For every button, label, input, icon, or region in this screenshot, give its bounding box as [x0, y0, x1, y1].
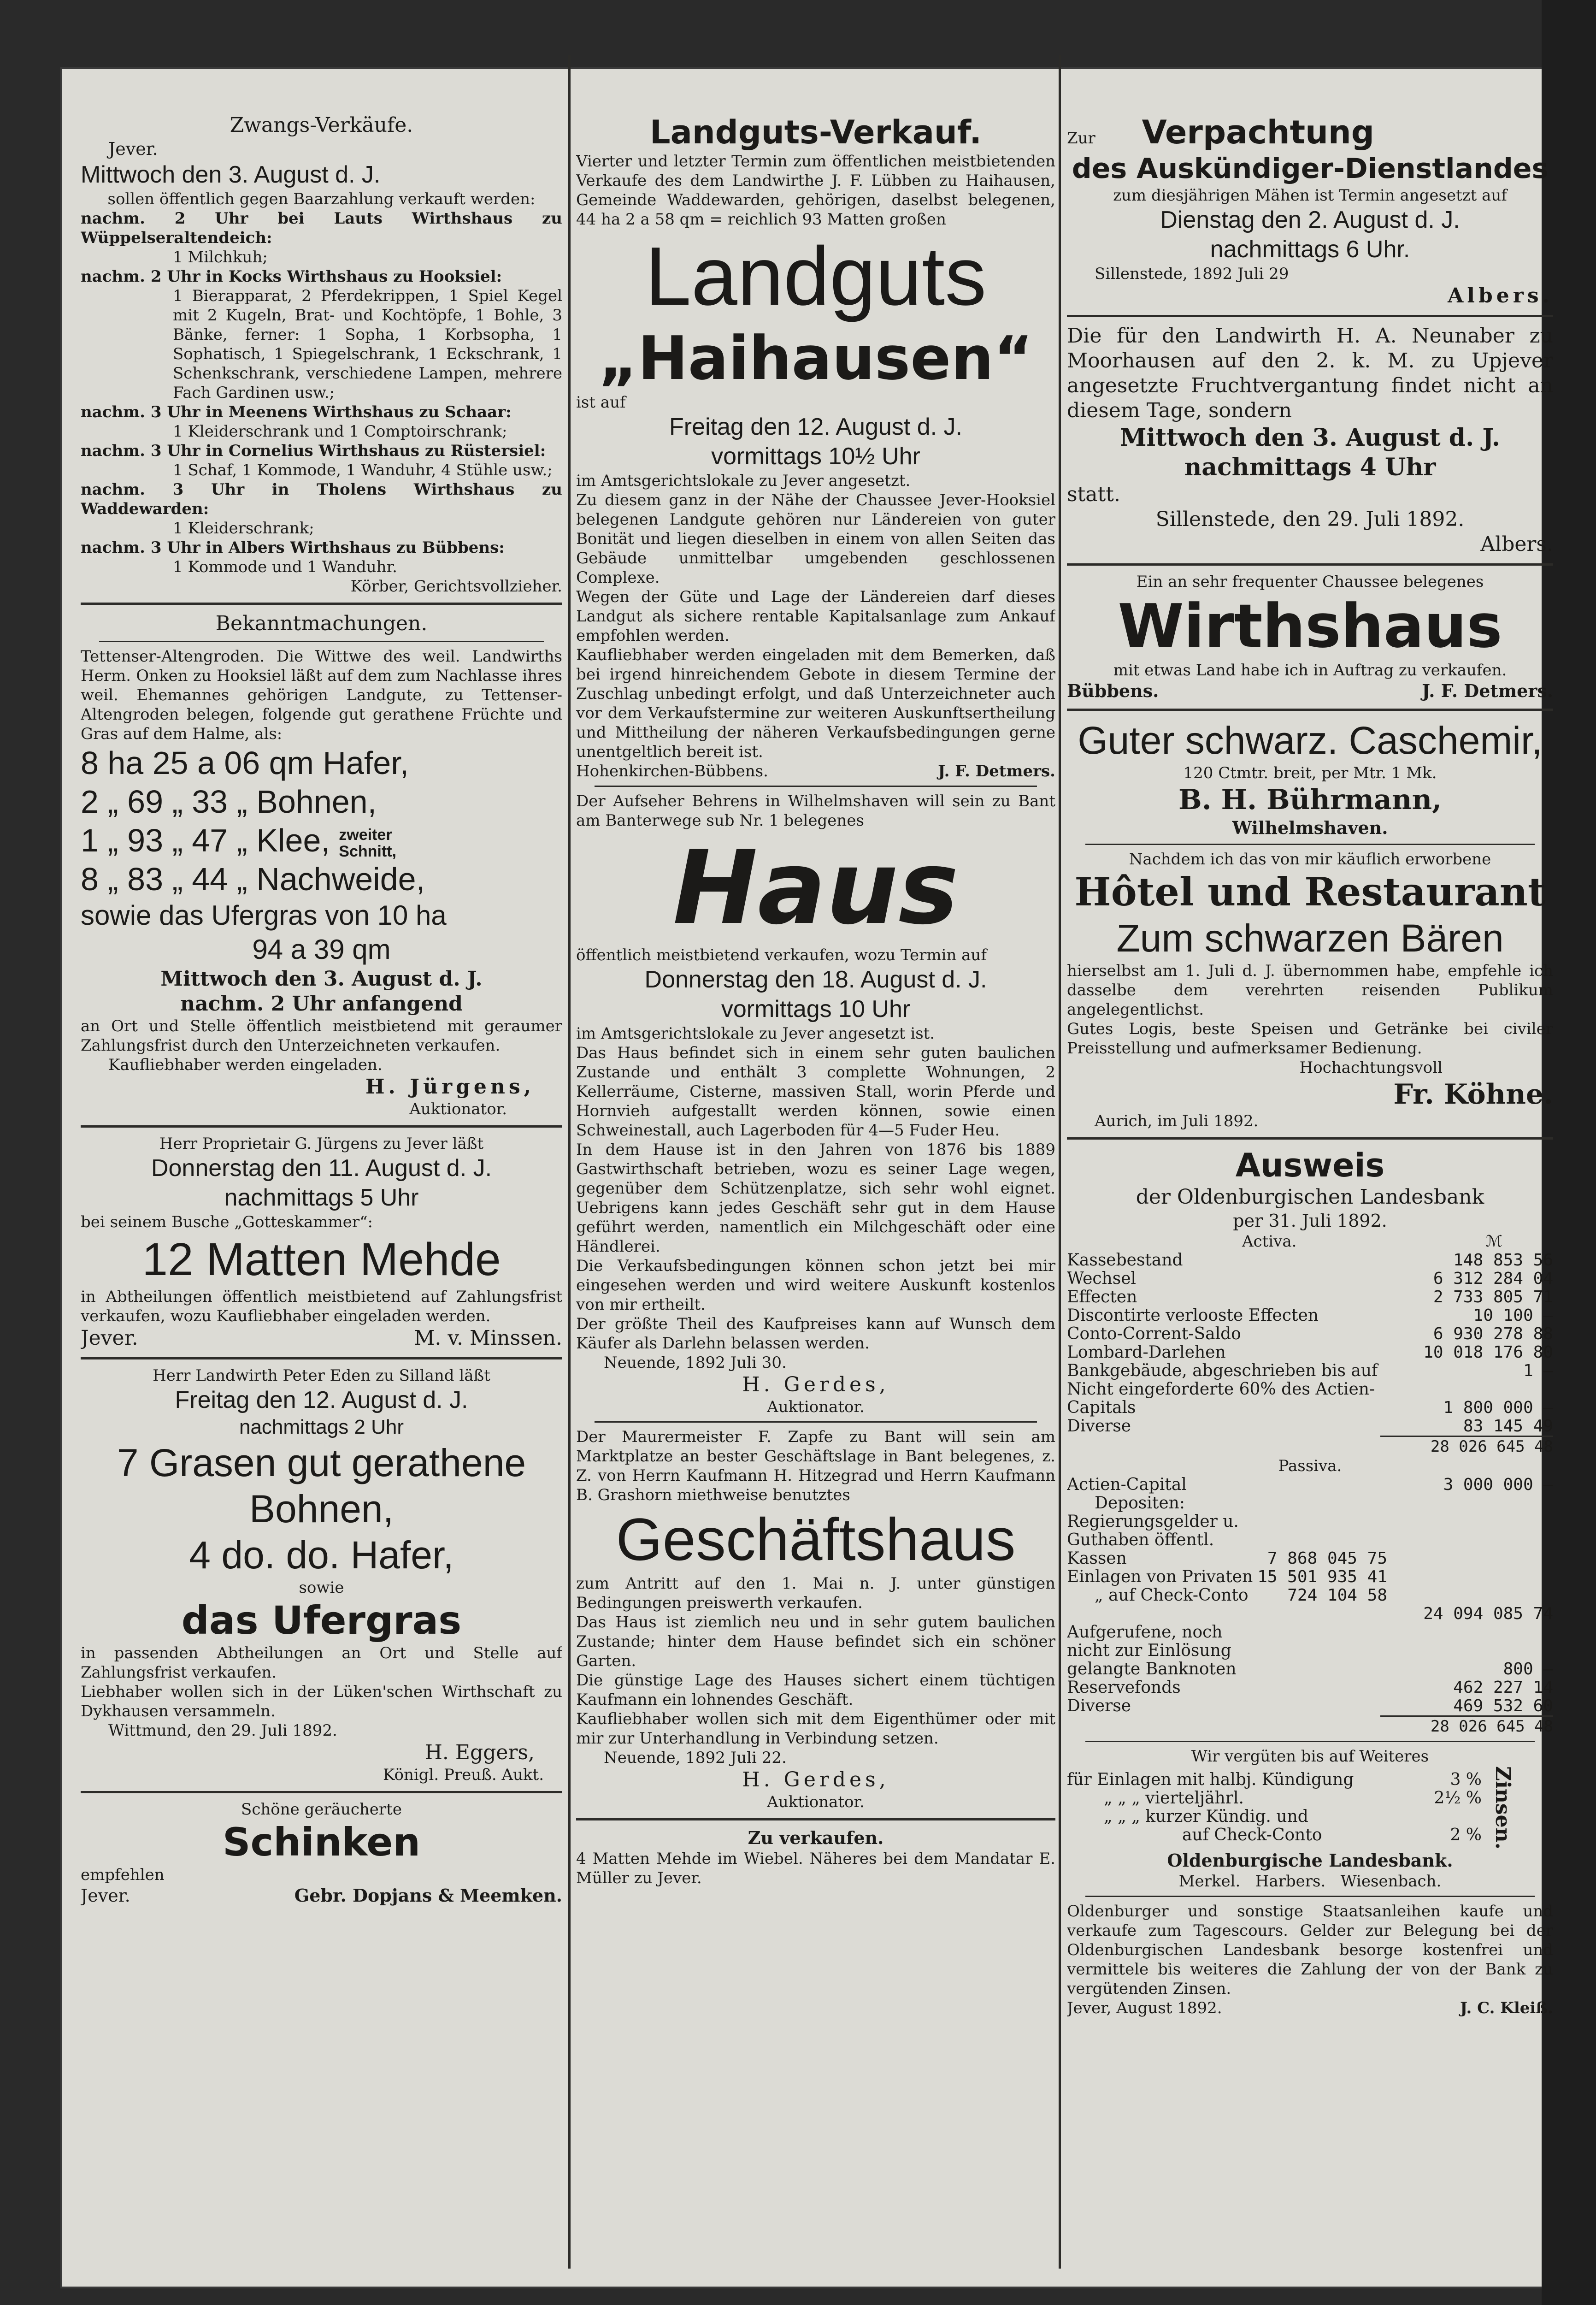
- crop-row: 8 ha 25 a 06 qm Hafer,: [81, 745, 409, 781]
- interest-label: Zinsen.: [1491, 1766, 1514, 1850]
- text: Tettenser-Altengroden. Die Wittwe des weil. Landwirths Herm. Onken zu Hooksiel läßt auf dem zum Nachlasse ihres weil. Ehemannes gehörigen Landgute, zu Tettenser-Altengroden belegen, folgende gut gerathene Früchte und Gras auf dem Halme, als:: [81, 647, 562, 743]
- value: 83 145 49: [1463, 1417, 1553, 1436]
- activa-header: [1067, 1232, 1553, 1251]
- text: empfehlen: [81, 1866, 165, 1884]
- value: 10 018 176 80: [1423, 1343, 1553, 1362]
- text: Wir vergüten bis auf Weiteres: [1191, 1747, 1429, 1766]
- text: Vierter und letzter Termin zum öffentlichen meistbietenden Verkaufe des dem Landwirthe J. F. Lübben zu Haihausen, Gemeinde Waddewarden, gehörigen, daselbst belegenen, 44 ha 2 a 58 qm = reichlich 93 Matten großen: [576, 152, 1055, 229]
- text: 1 Kleiderschrank;: [173, 519, 314, 538]
- label: Reservefonds: [1067, 1678, 1181, 1697]
- label: Wechsel: [1067, 1269, 1137, 1288]
- currency: ℳ: [1485, 1232, 1502, 1251]
- heading: Ausweis: [1235, 1147, 1385, 1184]
- headline: Haus: [672, 829, 959, 947]
- text: Wegen der Güte und Lage der Ländereien darf dieses Landgut als sichere rentable Kapitalsanlage zum Ankauf empfohlen werden.: [576, 588, 1055, 645]
- passiva-table: [1067, 1476, 1553, 1715]
- dateline: Wittmund, den 29. Juli 1892.: [108, 1721, 337, 1740]
- heading: des Auskündiger-Dienstlandes: [1072, 153, 1549, 185]
- label: Aufgerufene, noch nicht zur Einlösung gelangte Banknoten: [1067, 1623, 1237, 1679]
- label: Discontirte verlooste Effecten: [1067, 1306, 1319, 1325]
- text: nachm. 3 Uhr in Tholens Wirthshaus zu Waddewarden:: [81, 480, 562, 518]
- column-3: [1067, 113, 1553, 2287]
- text: Der größte Theil des Kaufpreises kann auf Wunsch dem Käufer als Darlehn belassen werden.: [576, 1315, 1055, 1353]
- date: Mittwoch den 3. August d. J.: [81, 161, 381, 188]
- text: mit etwas Land habe ich in Auftrag zu verkaufen.: [1113, 661, 1507, 680]
- table-row: [1067, 1270, 1553, 1288]
- heading: Landguts-Verkauf.: [650, 113, 982, 151]
- label: „ „ „ kurzer Kündig. und: [1104, 1807, 1308, 1826]
- text: Der Maurermeister F. Zapfe zu Bant will sein am Marktplatze an bester Geschäftslage in Bant belegenes, z. Z. von Herrn Kaufmann H. Hitzegrad und Herrn Kaufmann B. Grashorn miethweise benutztes: [576, 1428, 1055, 1504]
- firm: B. H. Bührmann,: [1178, 784, 1442, 816]
- table-row: [1067, 1586, 1553, 1605]
- signature-row: [1067, 1998, 1553, 2018]
- signature: H. Gerdes,: [742, 1373, 889, 1396]
- table-row: [1067, 1306, 1553, 1325]
- signature-role: Auktionator.: [409, 1100, 507, 1118]
- date: Mittwoch den 3. August d. J.: [160, 967, 483, 991]
- label: „ „ „ vierteljährl.: [1104, 1789, 1244, 1808]
- subheading: der Oldenburgischen Landesbank: [1136, 1185, 1484, 1209]
- divider: [595, 1421, 1037, 1423]
- place: Hohenkirchen-Bübbens.: [576, 762, 768, 780]
- text: Kaufliebhaber werden eingeladen.: [108, 1056, 383, 1074]
- headline: das Ufergras: [181, 1598, 462, 1643]
- value: 724 104 58: [1287, 1586, 1387, 1605]
- label: Zur: [1067, 129, 1095, 148]
- text: nachm. 2 Uhr bei Lauts Wirthshaus zu Wüppelseraltendeich:: [81, 209, 562, 247]
- divider: [1085, 1896, 1535, 1897]
- crop-row: 2 „ 69 „ 33 „ Bohnen,: [81, 784, 377, 820]
- headline: 12 Matten Mehde: [142, 1234, 501, 1285]
- headline: Guter schwarz. Caschemir,: [1078, 719, 1543, 762]
- value: 3 000 000 —: [1443, 1475, 1553, 1494]
- text: Das Haus befindet sich in einem sehr guten baulichen Zustande und enthält 3 complette Wohnungen, 2 Kellerräume, Cisterne, massiven Stall, worin Pferde und Hornvieh aufgestallt werden können, sowie einen Schweinestall, auch Lagerboden für 4—5 Fuder Heu.: [576, 1044, 1055, 1140]
- place: Bübbens.: [1067, 680, 1159, 701]
- date: Freitag den 12. August d. J.: [669, 414, 962, 440]
- divider: [1085, 1741, 1535, 1742]
- label: Nicht eingeforderte 60% des Actien-Capitals: [1067, 1380, 1375, 1417]
- signature-row: [1067, 680, 1553, 702]
- value: 24 094 085 74: [1423, 1604, 1553, 1623]
- divider: [1067, 563, 1553, 566]
- text: 1 Schaf, 1 Kommode, 1 Wanduhr, 4 Stühle usw.;: [173, 461, 553, 479]
- heading: Zu verkaufen.: [748, 1827, 884, 1848]
- text: nachm. 3 Uhr in Meenens Wirthshaus zu Schaar:: [81, 403, 512, 421]
- text: Liebhaber wollen sich in der Lüken'schen Wirthschaft zu Dykhausen versammeln.: [81, 1683, 562, 1720]
- text: Die Verkaufsbedingungen können schon jetzt bei mir eingesehen werden und wird weitere Auskunft kostenlos von mir ertheilt.: [576, 1257, 1055, 1314]
- heading: Bekanntmachungen.: [215, 612, 428, 635]
- total: 28 026 645 48: [1380, 1436, 1553, 1456]
- text: zum diesjährigen Mähen ist Termin angesetzt auf: [1113, 186, 1507, 205]
- text: öffentlich meistbietend verkaufen, wozu Termin auf: [576, 946, 987, 964]
- divider: [1067, 315, 1553, 317]
- signature: J. F. Detmers.: [1422, 680, 1553, 701]
- text: an Ort und Stelle öffentlich meistbietend mit geraumer Zahlungsfrist durch den Unterzeichneten verkaufen.: [81, 1017, 562, 1055]
- table-row: [1067, 1417, 1553, 1436]
- text: Hochachtungsvoll: [1299, 1058, 1443, 1077]
- table-row: [1067, 1771, 1482, 1789]
- interest-block: [1067, 1766, 1553, 1850]
- text: Oldenburger und sonstige Staatsanleihen kaufe und verkaufe zum Tagescours. Gelder zur Belegung bei der Oldenburgischen Landesbank besorge kostenfrei und vermittele bis weiteres die Zahlung der von der Bank zu vergütenden Zinsen.: [1067, 1902, 1553, 1998]
- headline: 7 Grasen gut gerathene: [117, 1441, 526, 1484]
- text: im Amtsgerichtslokale zu Jever angesetzt ist.: [576, 1024, 935, 1043]
- signature-row: [81, 1326, 562, 1351]
- signature: H. Jürgens,: [365, 1075, 535, 1099]
- text: Herr Proprietair G. Jürgens zu Jever läßt: [159, 1135, 484, 1153]
- divider: [99, 641, 544, 642]
- headline: Wirthshaus: [1118, 591, 1502, 661]
- label: Passiva.: [1278, 1457, 1342, 1475]
- dateline: Neuende, 1892 Juli 22.: [604, 1749, 787, 1767]
- table-row: [1067, 1826, 1482, 1844]
- bank-name: Oldenburgische Landesbank.: [1167, 1850, 1453, 1871]
- place: Wilhelmshaven.: [1232, 817, 1388, 838]
- dateline: Jever, August 1892.: [1067, 1998, 1222, 2017]
- heading: Verpachtung: [1142, 113, 1374, 151]
- text: 1 Bierapparat, 2 Pferdekrippen, 1 Spiel Kegel mit 2 Kugeln, Brat- und Kochtöpfe, 1 Bohle, 3 Bänke, ferner: 1 Sopha, 1 Korbsopha, 1 Sophatisch, 1 Spiegelschrank, 1 Eckschrank, 1 Schenkschrank, verschiedene Lampen, mehrere Fach Gardinen usw.;: [173, 287, 562, 402]
- heading: Zwangs-Verkäufe.: [230, 113, 413, 137]
- text: Kaufliebhaber werden eingeladen mit dem Bemerken, daß bei irgend hinreichendem Gebote in diesem Termine der Zuschlag unbedingt erfolgt, und daß Unterzeichneter auch vor dem Verkaufstermine zur weiteren Auskunftsertheilung und Mittheilung der näheren Verkaufsbedingungen gerne unentgeltlich bereit ist.: [576, 646, 1055, 761]
- signature: Albers.: [1480, 532, 1553, 556]
- headline: Geschäftshaus: [616, 1506, 1016, 1573]
- label: Activa.: [1242, 1232, 1297, 1251]
- signature-role: Auktionator.: [767, 1793, 865, 1811]
- text: nachm. 3 Uhr in Albers Wirthshaus zu Bübbens:: [81, 538, 505, 557]
- crop-row: sowie das Ufergras von 10 ha: [81, 900, 447, 931]
- text: 1 Kommode und 1 Wanduhr.: [173, 558, 397, 576]
- value: 1 —: [1523, 1361, 1553, 1380]
- signature: H. Eggers,: [424, 1741, 535, 1764]
- value: 3 %: [1450, 1770, 1482, 1790]
- signatories: Merkel. Harbers. Wiesenbach.: [1178, 1872, 1442, 1891]
- column-rule: [1059, 55, 1061, 2269]
- text: In dem Hause ist in den Jahren von 1876 bis 1889 Gastwirthschaft betrieben, wozu es seiner Lage wegen, gegenüber dem Schützenplatze, sich sehr wohl eignet. Uebrigens kann jedes Geschäft sehr gut in dem Hause geführt werden, namentlich ein Milchgeschäft oder eine Händlerei.: [576, 1141, 1055, 1256]
- text: nachm. 2 Uhr in Kocks Wirthshaus zu Hooksiel:: [81, 267, 502, 286]
- headline: Schinken: [222, 1820, 421, 1865]
- headline: Hôtel und Restaurant: [1074, 869, 1546, 915]
- text: im Amtsgerichtslokale zu Jever angesetzt.: [576, 472, 911, 490]
- firm: Gebr. Dopjans & Meemken.: [294, 1885, 562, 1906]
- signature: J. F. Detmers.: [938, 762, 1055, 780]
- label: Actien-Capital: [1067, 1475, 1187, 1494]
- divider: [81, 1357, 562, 1359]
- date: Donnerstag den 11. August d. J.: [151, 1155, 492, 1182]
- crop-row: 94 a 39 qm: [252, 934, 391, 965]
- time: nachm. 2 Uhr anfangend: [180, 992, 463, 1016]
- crop-row: [81, 821, 562, 860]
- signature: J. C. Kleiß.: [1460, 1998, 1553, 2017]
- time: nachmittags 2 Uhr: [239, 1416, 404, 1438]
- divider: [81, 1125, 562, 1128]
- text: Kaufliebhaber wollen sich mit dem Eigenthümer oder mit mir zur Unterhandlung in Verbindung setzen.: [576, 1710, 1055, 1748]
- time: vormittags 10½ Uhr: [711, 443, 920, 470]
- value: 800 —: [1503, 1660, 1553, 1679]
- label: Conto-Corrent-Saldo: [1067, 1324, 1241, 1343]
- text: [1067, 113, 1553, 152]
- place: Jever.: [81, 1326, 138, 1350]
- label: für Einlagen mit halbj. Kündigung: [1067, 1770, 1354, 1790]
- divider: [1067, 709, 1553, 711]
- value: 2½ %: [1434, 1789, 1482, 1808]
- value: 2 %: [1450, 1826, 1482, 1845]
- column-rule: [568, 55, 571, 2269]
- value: 148 853 56: [1453, 1251, 1553, 1270]
- table-row: [1067, 1697, 1553, 1715]
- divider: [1085, 844, 1535, 845]
- table-row: [1067, 1623, 1553, 1679]
- value: 15 501 935 41: [1257, 1567, 1387, 1586]
- text: 120 Ctmtr. breit, per Mtr. 1 Mk.: [1183, 764, 1437, 782]
- value: 1 800 000 —: [1443, 1398, 1553, 1417]
- date: Freitag den 12. August d. J.: [175, 1387, 468, 1413]
- table-row: [1067, 1343, 1553, 1362]
- text: Schöne geräucherte: [241, 1800, 402, 1819]
- text: sollen öffentlich gegen Baarzahlung verkauft werden:: [107, 190, 536, 208]
- value: 7 868 045 75: [1267, 1549, 1387, 1568]
- signature-row: [576, 762, 1055, 781]
- time: nachmittags 5 Uhr: [224, 1184, 419, 1211]
- table-row: [1067, 1605, 1553, 1623]
- table-row: [1067, 1288, 1553, 1306]
- text: Das Haus ist ziemlich neu und in sehr gutem baulichen Zustande; hinter dem Hause befindet sich ein schöner Garten.: [576, 1613, 1055, 1670]
- table-row: [1067, 1251, 1553, 1270]
- date: Mittwoch den 3. August d. J.: [1119, 424, 1501, 452]
- table-row: [1067, 1568, 1553, 1586]
- text: zum Antritt auf den 1. Mai n. J. unter günstigen Bedingungen preiswerth verkaufen.: [576, 1574, 1055, 1612]
- column-1: [81, 113, 562, 2287]
- table-row: [1067, 1789, 1482, 1808]
- headline: Landguts: [645, 230, 987, 323]
- table-row: [1067, 1494, 1553, 1513]
- text: Die für den Landwirth H. A. Neunaber zu Moorhausen auf den 2. k. M. zu Upjever angesetzte Fruchtvergantung findet nicht an diesem Tage, sondern: [1067, 324, 1553, 422]
- crop-row-text: 1 „ 93 „ 47 „ Klee,: [81, 822, 330, 858]
- value: 462 227 14: [1453, 1678, 1553, 1697]
- text: statt.: [1067, 483, 1120, 506]
- headline: „Haihausen“: [598, 323, 1033, 393]
- text: in passenden Abtheilungen an Ort und Stelle auf Zahlungsfrist verkaufen.: [81, 1644, 562, 1682]
- signature: H. Gerdes,: [742, 1768, 889, 1791]
- divider: [81, 1791, 562, 1793]
- label: auf Check-Conto: [1182, 1826, 1322, 1845]
- divider: [81, 603, 562, 605]
- label: Effecten: [1067, 1288, 1137, 1306]
- date: Donnerstag den 18. August d. J.: [644, 966, 987, 993]
- table-row: [1067, 1476, 1553, 1494]
- time: nachmittags 4 Uhr: [1184, 453, 1436, 481]
- label: „ auf Check-Conto: [1095, 1586, 1249, 1605]
- text: 1 Kleiderschrank und 1 Comptoirschrank;: [173, 422, 507, 441]
- table-row: [1067, 1362, 1553, 1380]
- label: Bankgebäude, abgeschrieben bis auf: [1067, 1361, 1378, 1380]
- crop-row: 8 „ 83 „ 44 „ Nachweide,: [81, 861, 425, 897]
- label: Regierungsgelder u. Guthaben öffentl. Kassen: [1067, 1512, 1239, 1568]
- place: Jever.: [81, 1885, 130, 1906]
- table-row: [1067, 1808, 1482, 1826]
- text: nachm. 3 Uhr in Cornelius Wirthshaus zu Rüstersiel:: [81, 442, 546, 460]
- column-2: [576, 113, 1055, 2287]
- signature: Albers.: [1448, 284, 1553, 307]
- text: Nachdem ich das von mir käuflich erworbene: [1129, 850, 1491, 869]
- label: Diverse: [1067, 1696, 1131, 1715]
- label: Depositen:: [1095, 1494, 1185, 1513]
- dateline: Aurich, im Juli 1892.: [1095, 1112, 1259, 1130]
- table-row: [1067, 1513, 1553, 1568]
- divider: [576, 1818, 1055, 1820]
- text: Ein an sehr frequenter Chaussee belegenes: [1136, 573, 1484, 591]
- value: 2 733 805 71: [1433, 1288, 1553, 1306]
- date: Dienstag den 2. August d. J.: [1160, 207, 1460, 233]
- signature-role: Königl. Preuß. Aukt.: [383, 1766, 544, 1784]
- text: 4 Matten Mehde im Wiebel. Näheres bei dem Mandatar E. Müller zu Jever.: [576, 1850, 1055, 1887]
- label: Lombard-Darlehen: [1067, 1343, 1226, 1362]
- text: Gutes Logis, beste Speisen und Getränke bei civiler Preisstellung und aufmerksamer Bedienung.: [1067, 1020, 1553, 1058]
- divider: [595, 786, 1037, 787]
- value: 469 532 60: [1453, 1696, 1553, 1715]
- signature-role: Auktionator.: [767, 1398, 865, 1416]
- label: Diverse: [1067, 1417, 1131, 1436]
- signature-row: [81, 1885, 562, 1907]
- interest-table: [1067, 1771, 1482, 1844]
- label: Einlagen von Privaten: [1067, 1567, 1253, 1586]
- divider: [1067, 1137, 1553, 1140]
- place: Jever.: [108, 139, 158, 159]
- dateline: Sillenstede, 1892 Juli 29: [1095, 265, 1289, 283]
- value: 10 100 —: [1473, 1306, 1553, 1325]
- text: Zu diesem ganz in der Nähe der Chaussee Jever-Hooksiel belegenen Landgute gehören nur Ländereien von guter Bonität und liegen dieselben in einem von allen Seiten das Gebäude unmittelbar umgebenden geschlossenen Complexe.: [576, 491, 1055, 587]
- text: Der Aufseher Behrens in Wilhelmshaven will sein zu Bant am Banterwege sub Nr. 1 belegenes: [576, 792, 1055, 830]
- dateline: Sillenstede, den 29. Juli 1892.: [1155, 508, 1465, 531]
- signature: M. v. Minssen.: [414, 1326, 562, 1350]
- value: [1423, 1808, 1482, 1826]
- headline: Bohnen,: [249, 1487, 394, 1531]
- value: 6 930 278 88: [1433, 1324, 1553, 1343]
- time: vormittags 10 Uhr: [721, 996, 911, 1022]
- signature: Fr. Köhne.: [1393, 1078, 1553, 1111]
- label: Kassebestand: [1067, 1251, 1183, 1270]
- headline: Zum schwarzen Bären: [1116, 916, 1504, 960]
- text: sowie: [299, 1578, 344, 1597]
- activa-table: [1067, 1251, 1553, 1436]
- date: per 31. Juli 1892.: [1233, 1211, 1387, 1231]
- table-row: [1067, 1679, 1553, 1697]
- text: 1 Milchkuh;: [173, 248, 268, 266]
- text: hierselbst am 1. Juli d. J. übernommen habe, empfehle ich dasselbe dem verehrten reisenden Publikum angelegentlichst.: [1067, 962, 1553, 1019]
- text: ist auf: [576, 393, 626, 412]
- time: nachmittags 6 Uhr.: [1210, 236, 1410, 263]
- table-row: [1067, 1325, 1553, 1343]
- value: 6 312 284 04: [1433, 1269, 1553, 1288]
- text: in Abtheilungen öffentlich meistbietend auf Zahlungsfrist verkaufen, wozu Kaufliebhaber eingeladen werden.: [81, 1288, 562, 1325]
- table-row: [1067, 1380, 1553, 1417]
- total: 28 026 645 48: [1380, 1715, 1553, 1736]
- headline: 4 do. do. Hafer,: [189, 1533, 454, 1577]
- crop-note: zweiter Schnitt,: [339, 826, 396, 860]
- text: bei seinem Busche „Gotteskammer“:: [81, 1213, 373, 1231]
- text: Herr Landwirth Peter Eden zu Silland läßt: [153, 1366, 490, 1385]
- text: Die günstige Lage des Hauses sichert einem tüchtigen Kaufmann ein lohnendes Geschäft.: [576, 1671, 1055, 1709]
- signature: Körber, Gerichtsvollzieher.: [350, 577, 562, 596]
- dateline: Neuende, 1892 Juli 30.: [604, 1353, 787, 1372]
